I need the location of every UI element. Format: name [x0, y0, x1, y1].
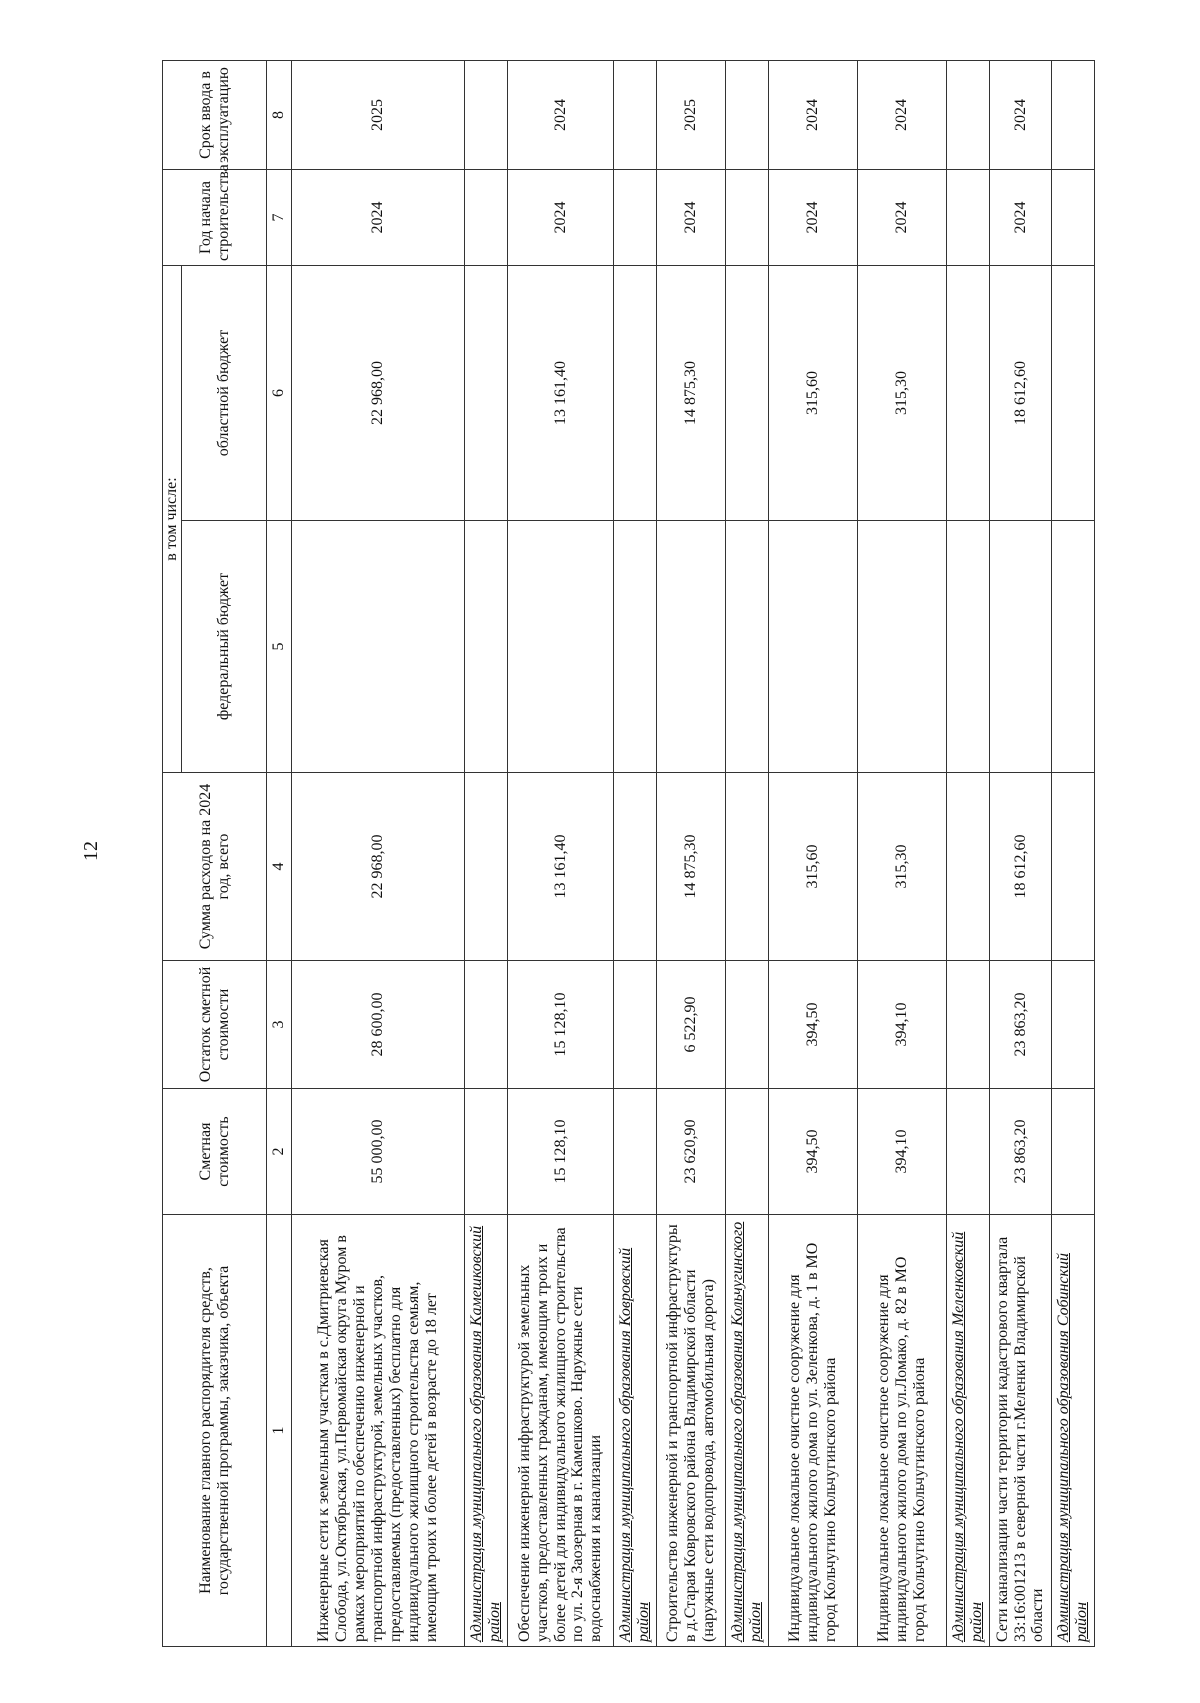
commission-year: 2024 [858, 61, 947, 170]
empty-cell [465, 1089, 508, 1215]
empty-cell [1052, 521, 1095, 773]
empty-cell [726, 61, 769, 170]
budget-table [162, 60, 1095, 1647]
page-number: 12 [80, 841, 102, 861]
estimate-cost: 55 000,00 [292, 1089, 465, 1215]
admin-name: Администрация муниципального образования Ковровский район [617, 1247, 652, 1642]
admin-name: Администрация муниципального образования Собинский район [1055, 1252, 1090, 1642]
federal-budget [508, 521, 614, 773]
empty-cell [614, 961, 657, 1089]
empty-cell [614, 1089, 657, 1215]
commission-year: 2025 [292, 61, 465, 170]
admin-row [465, 61, 508, 1647]
remaining-cost: 394,50 [769, 961, 858, 1089]
object-name: Индивидуальное локальное очистное сооружение для индивидуального жилого дома по ул. Зеленкова, д. 1 в МО город Кольчугино Кольчугинского района [769, 1215, 858, 1647]
empty-cell [614, 521, 657, 773]
empty-cell [1052, 61, 1095, 170]
empty-cell [947, 61, 990, 170]
remaining-cost: 394,10 [858, 961, 947, 1089]
regional-budget: 14 875,30 [657, 266, 726, 521]
remaining-cost: 6 522,90 [657, 961, 726, 1089]
start-year: 2024 [508, 170, 614, 266]
admin-name-cell [947, 1215, 990, 1647]
header-name: Наименование главного распорядителя средств, государственной программы, заказчика, объекта [163, 1215, 267, 1647]
column-number: 5 [267, 521, 292, 773]
start-year: 2024 [292, 170, 465, 266]
admin-name-cell [726, 1215, 769, 1647]
empty-cell [465, 961, 508, 1089]
admin-row [614, 61, 657, 1647]
regional-budget: 18 612,60 [990, 266, 1052, 521]
regional-budget: 22 968,00 [292, 266, 465, 521]
start-year: 2024 [657, 170, 726, 266]
header-in-that-number: в том числе: [163, 266, 182, 773]
commission-year: 2024 [990, 61, 1052, 170]
start-year: 2024 [990, 170, 1052, 266]
column-number: 1 [267, 1215, 292, 1647]
admin-name: Администрация муниципального образования Меленковский район [950, 1231, 985, 1642]
admin-row [726, 61, 769, 1647]
regional-budget: 315,30 [858, 266, 947, 521]
admin-name-cell [614, 1215, 657, 1647]
federal-budget [292, 521, 465, 773]
estimate-cost: 23 863,20 [990, 1089, 1052, 1215]
empty-cell [726, 170, 769, 266]
estimate-cost: 23 620,90 [657, 1089, 726, 1215]
total-2024: 22 968,00 [292, 773, 465, 961]
table-header [163, 61, 292, 1647]
table-row [292, 61, 465, 1647]
admin-name-cell [465, 1215, 508, 1647]
header-start-year: Год начала строительства [163, 170, 267, 266]
rotated-table-container [162, 61, 1200, 1647]
empty-cell [465, 521, 508, 773]
total-2024: 14 875,30 [657, 773, 726, 961]
federal-budget [769, 521, 858, 773]
empty-cell [947, 266, 990, 521]
empty-cell [1052, 961, 1095, 1089]
column-number: 8 [267, 61, 292, 170]
empty-cell [614, 61, 657, 170]
start-year: 2024 [769, 170, 858, 266]
commission-year: 2025 [657, 61, 726, 170]
admin-name-cell [1052, 1215, 1095, 1647]
remaining-cost: 23 863,20 [990, 961, 1052, 1089]
table-row [508, 61, 614, 1647]
header-regional: областной бюджет [181, 266, 266, 521]
empty-cell [465, 61, 508, 170]
object-name: Инженерные сети к земельным участкам в с.Дмитриевская Слобода, ул.Октябрьская, ул.Первомайская округа Муром в рамках мероприятий по обеспечению инженерной и транспортной инфраструктурой, земельных участков, предоставляемых (предоставленных) бесплатно для индивидуального жилищного строительства семьям, имеющим троих и более детей в возрасте до 18 лет [292, 1215, 465, 1647]
estimate-cost: 394,50 [769, 1089, 858, 1215]
remaining-cost: 28 600,00 [292, 961, 465, 1089]
estimate-cost: 15 128,10 [508, 1089, 614, 1215]
column-number: 2 [267, 1089, 292, 1215]
federal-budget [990, 521, 1052, 773]
table-row [657, 61, 726, 1647]
admin-row [1052, 61, 1095, 1647]
regional-budget: 13 161,40 [508, 266, 614, 521]
table-row [769, 61, 858, 1647]
regional-budget: 315,60 [769, 266, 858, 521]
empty-cell [726, 521, 769, 773]
empty-cell [947, 170, 990, 266]
column-number: 7 [267, 170, 292, 266]
federal-budget [657, 521, 726, 773]
table-row [990, 61, 1052, 1647]
total-2024: 18 612,60 [990, 773, 1052, 961]
empty-cell [726, 1089, 769, 1215]
column-number: 4 [267, 773, 292, 961]
object-name: Строительство инженерной и транспортной инфраструктуры в д.Старая Ковровского района Владимирской области (наружные сети водопровода, автомобильная дорога) [657, 1215, 726, 1647]
empty-cell [726, 961, 769, 1089]
empty-cell [465, 266, 508, 521]
empty-cell [614, 170, 657, 266]
remaining-cost: 15 128,10 [508, 961, 614, 1089]
object-name: Обеспечение инженерной инфраструктурой земельных участков, предоставленных гражданам, имеющим троих и более детей для индивидуального жилищного строительства по ул. 2-я Заозерная в г. Камешково. Наружные сети водоснабжения и канализации [508, 1215, 614, 1647]
commission-year: 2024 [508, 61, 614, 170]
header-commission: Срок ввода в эксплуатацию [163, 61, 267, 170]
empty-cell [726, 266, 769, 521]
table-body [292, 61, 1095, 1647]
empty-cell [1052, 1089, 1095, 1215]
admin-row [947, 61, 990, 1647]
commission-year: 2024 [769, 61, 858, 170]
header-remaining: Остаток сметной стоимости [163, 961, 267, 1089]
total-2024: 13 161,40 [508, 773, 614, 961]
column-number: 3 [267, 961, 292, 1089]
empty-cell [1052, 773, 1095, 961]
admin-name: Администрация муниципального образования Кольчугинского район [729, 1221, 764, 1642]
empty-cell [614, 266, 657, 521]
header-total: Сумма расходов на 2024 год, всего [163, 773, 267, 961]
estimate-cost: 394,10 [858, 1089, 947, 1215]
empty-cell [947, 1089, 990, 1215]
empty-cell [947, 961, 990, 1089]
table-row [858, 61, 947, 1647]
empty-cell [1052, 170, 1095, 266]
empty-cell [614, 773, 657, 961]
header-estimate: Сметная стоимость [163, 1089, 267, 1215]
empty-cell [1052, 266, 1095, 521]
federal-budget [858, 521, 947, 773]
column-number: 6 [267, 266, 292, 521]
column-numbers-row [267, 61, 292, 1647]
empty-cell [726, 773, 769, 961]
start-year: 2024 [858, 170, 947, 266]
admin-name: Администрация муниципального образования Камешковский район [468, 1225, 503, 1642]
empty-cell [947, 773, 990, 961]
object-name: Индивидуальное локальное очистное сооружение для индивидуального жилого дома по ул.Ломако, д. 82 в МО город Кольчугино Кольчугинского района [858, 1215, 947, 1647]
object-name: Сети канализации части территории кадастрового квартала 33:16:001213 в северной части г.Меленки Владимирской области [990, 1215, 1052, 1647]
total-2024: 315,30 [858, 773, 947, 961]
empty-cell [465, 773, 508, 961]
header-federal: федеральный бюджет [181, 521, 266, 773]
empty-cell [465, 170, 508, 266]
total-2024: 315,60 [769, 773, 858, 961]
empty-cell [947, 521, 990, 773]
